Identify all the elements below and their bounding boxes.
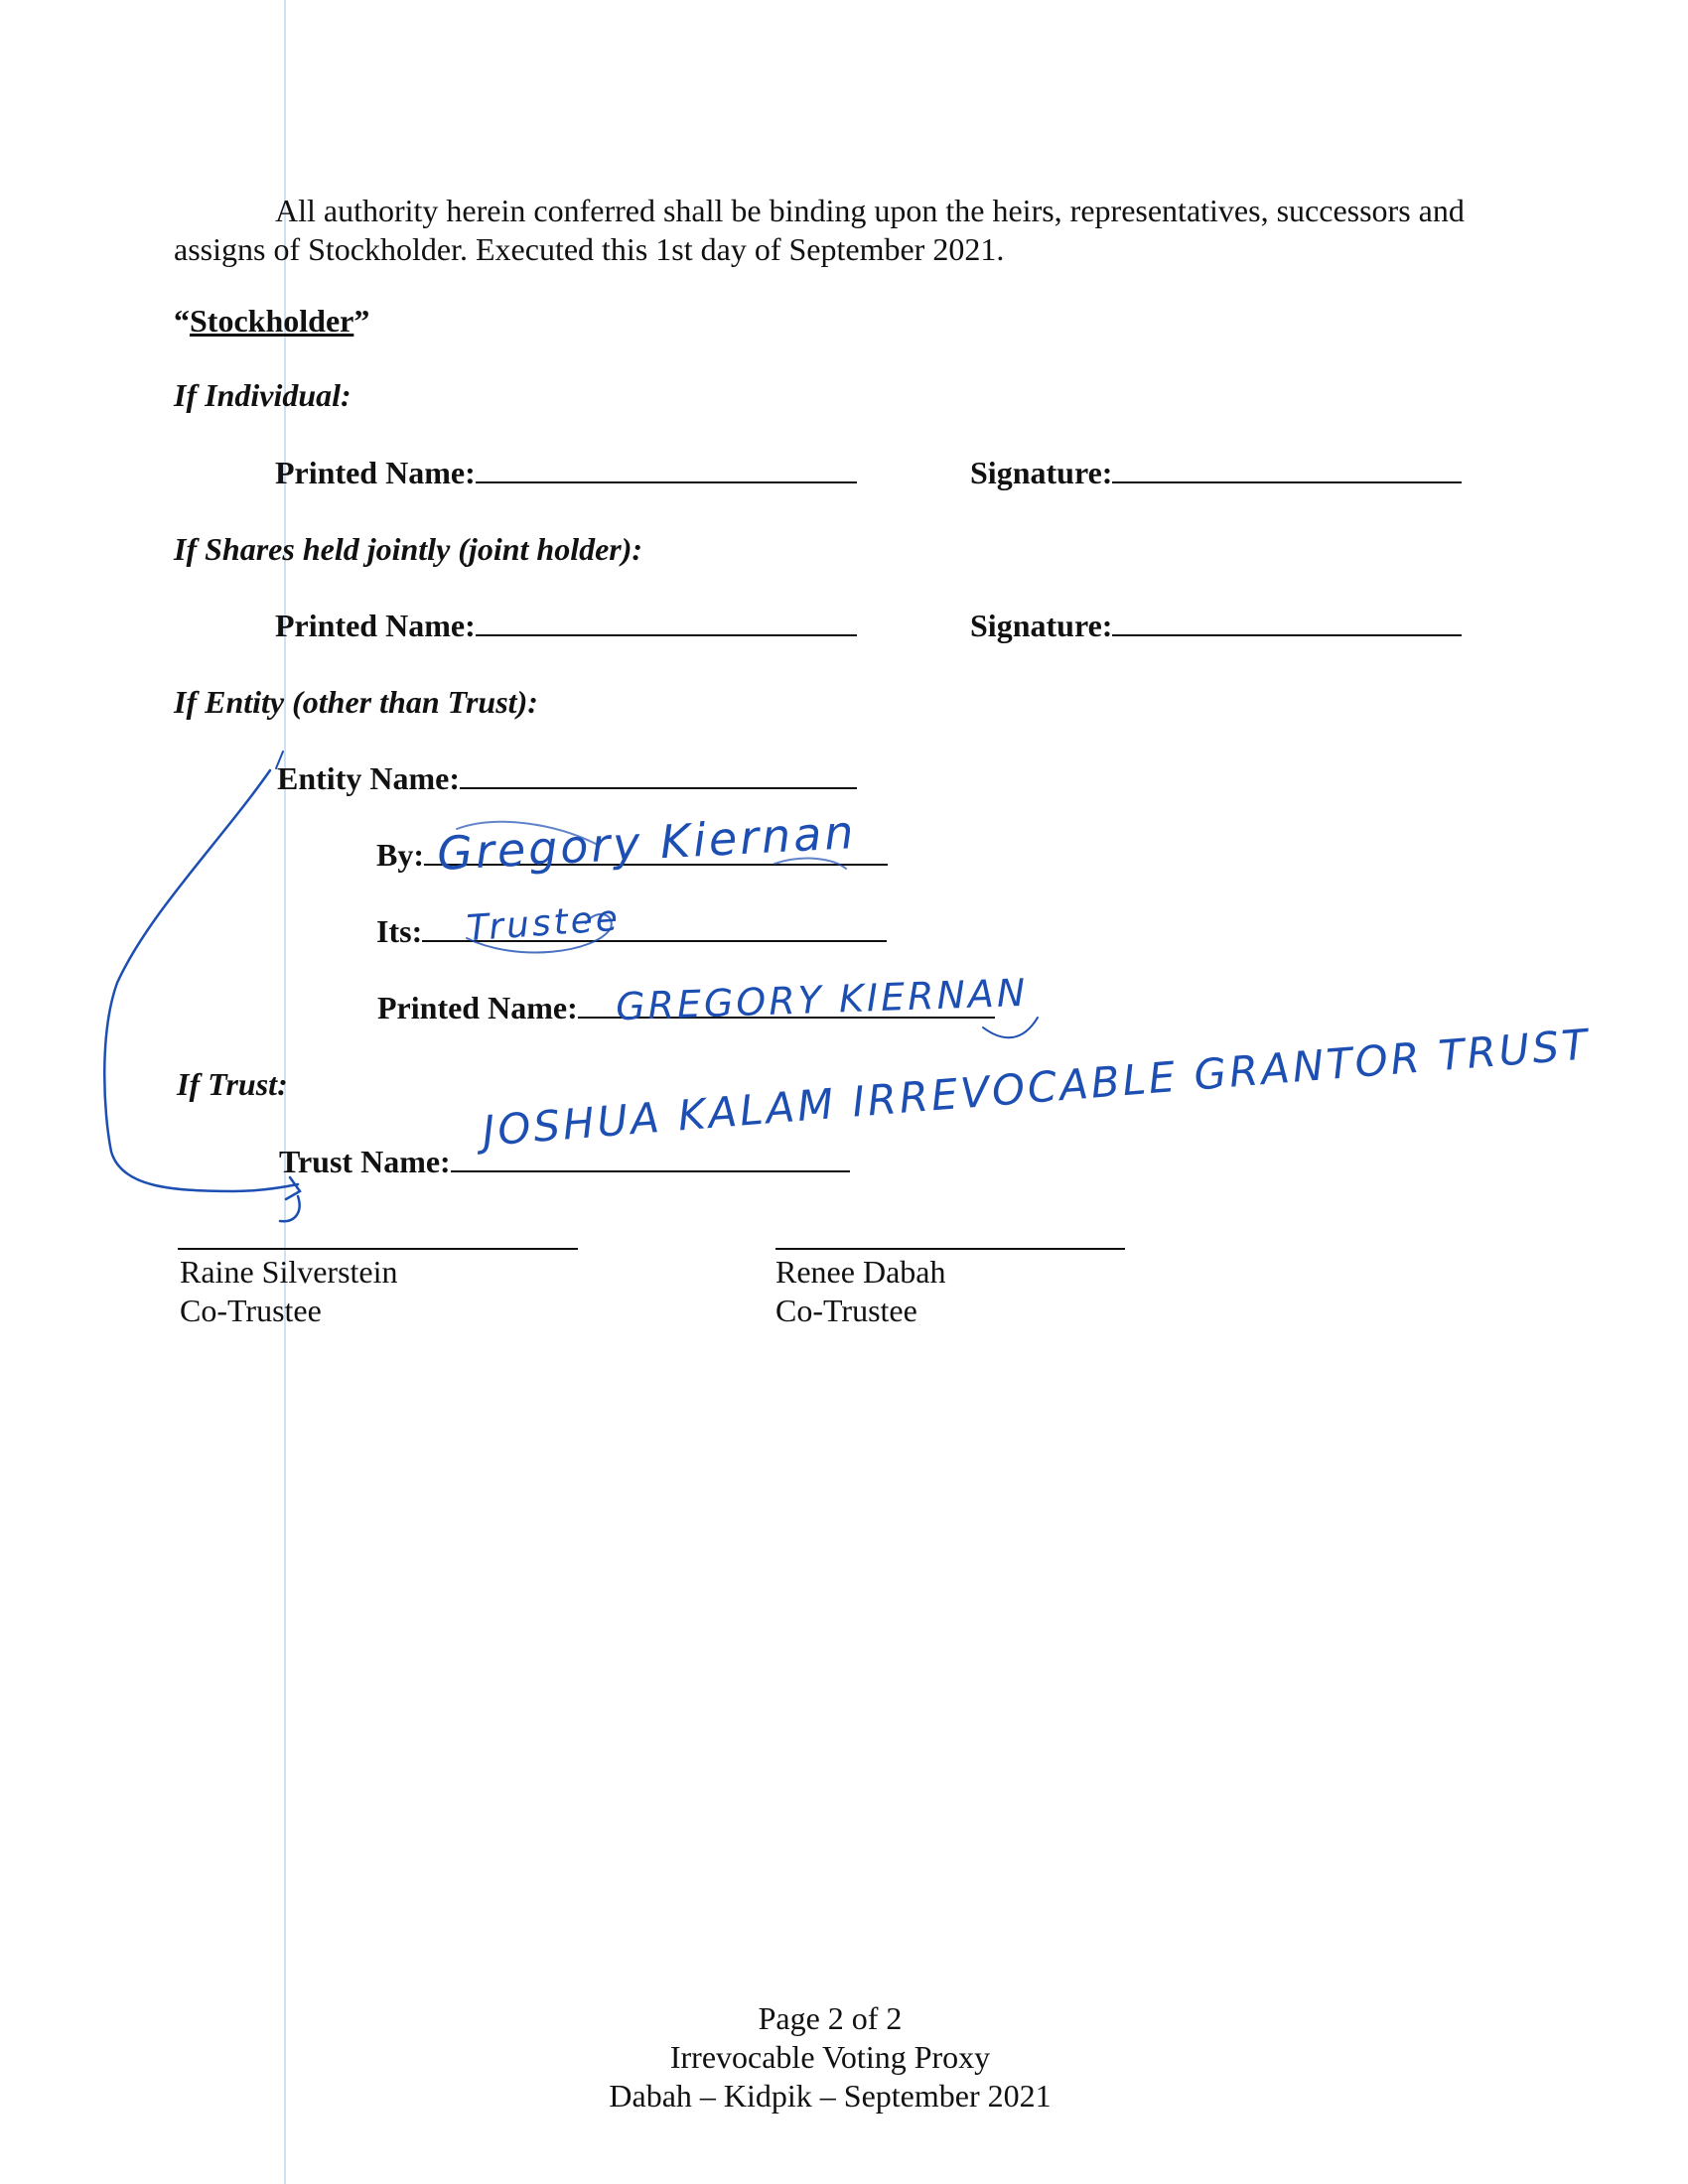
footer-page-number: Page 2 of 2 bbox=[758, 2000, 903, 2036]
printed-name-label: Printed Name: bbox=[377, 990, 578, 1025]
handwritten-by-signature: Gregory Kiernan bbox=[435, 804, 858, 882]
handwritten-its-title: Trustee bbox=[465, 897, 623, 950]
signer-2-signature-line[interactable] bbox=[775, 1248, 1125, 1250]
signer-2-name: Renee Dabah bbox=[775, 1254, 946, 1290]
signature-label: Signature: bbox=[970, 455, 1113, 490]
footer-doc-title: Irrevocable Voting Proxy bbox=[669, 2039, 991, 2075]
by-label: By: bbox=[376, 837, 424, 873]
signer-1-title: Co-Trustee bbox=[180, 1293, 322, 1328]
signer-2-title: Co-Trustee bbox=[775, 1293, 917, 1328]
open-quote: “ bbox=[174, 303, 190, 339]
handwritten-printed-name: GREGORY KIERNAN bbox=[615, 970, 1029, 1029]
trust-name-label: Trust Name: bbox=[279, 1144, 451, 1179]
individual-heading: If Individual: bbox=[174, 377, 352, 413]
handwritten-trust-name: JOSHUA KALAM IRREVOCABLE GRANTOR TRUST bbox=[481, 1020, 1593, 1156]
stockholder-label: Stockholder bbox=[190, 303, 354, 339]
its-label: Its: bbox=[376, 913, 423, 949]
signature-label: Signature: bbox=[970, 608, 1113, 643]
printed-name-label: Printed Name: bbox=[275, 608, 476, 643]
signer-2-block bbox=[775, 1253, 945, 1330]
footer-doc-ref: Dabah – Kidpik – September 2021 bbox=[609, 2078, 1052, 2114]
entity-heading: If Entity (other than Trust): bbox=[174, 684, 538, 720]
authority-paragraph-text: All authority herein conferred shall be binding upon the heirs, representatives, successors and assigns of Stockholder. Executed this 1st day of September 2021. bbox=[174, 193, 1465, 267]
joint-heading: If Shares held jointly (joint holder): bbox=[174, 531, 643, 567]
printed-name-label: Printed Name: bbox=[275, 455, 476, 490]
close-quote: ” bbox=[353, 303, 370, 339]
trust-heading: If Trust: bbox=[177, 1066, 288, 1102]
entity-name-label: Entity Name: bbox=[277, 760, 460, 796]
signer-1-name: Raine Silverstein bbox=[180, 1254, 398, 1290]
signer-1-signature-line[interactable] bbox=[178, 1248, 578, 1250]
signer-1-block bbox=[180, 1253, 398, 1330]
